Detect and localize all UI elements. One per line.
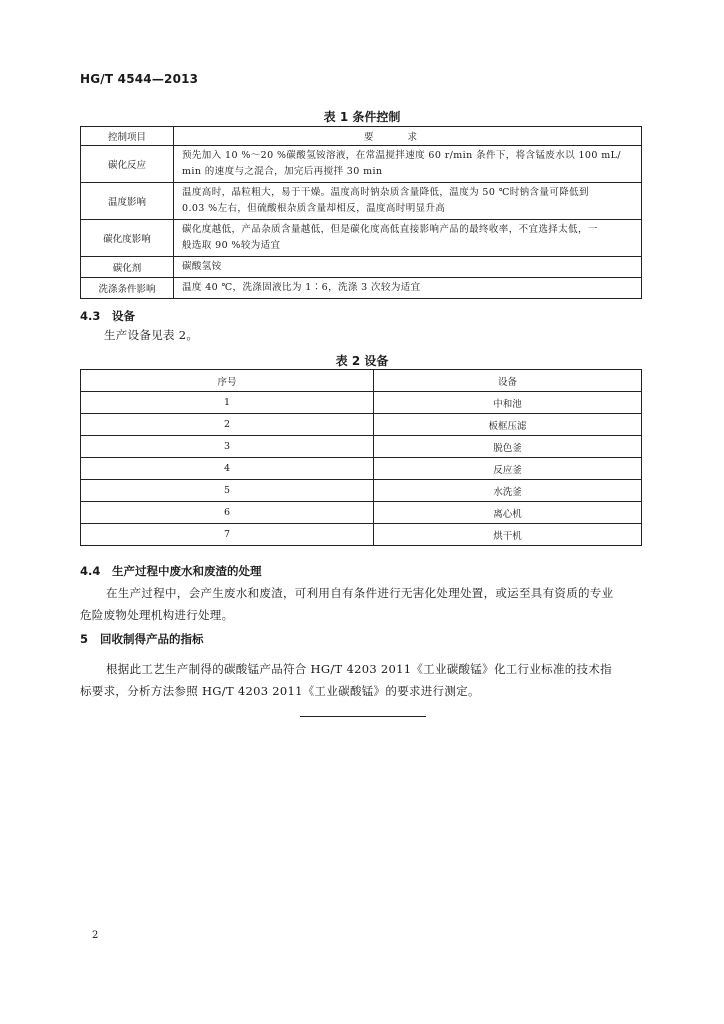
table2-caption: 表 2 设备	[335, 354, 389, 368]
section-4-3-heading	[80, 308, 135, 324]
table-cell-serial: 4	[81, 458, 374, 480]
requirement-line: 0.03 %左右，但硫酸根杂质含量却相反，温度高时明显升高	[182, 203, 446, 214]
table-row	[81, 257, 642, 278]
section-4-3-body: 生产设备见表 2。	[104, 328, 199, 342]
requirement-line: 温度 40 ℃，洗涤固液比为 1∶6，洗涤 3 次较为适宜	[182, 282, 421, 293]
table-cell-item: 碳化度影响	[81, 220, 174, 257]
table-cell-item: 温度影响	[81, 183, 174, 220]
table-header-item: 控制项目	[81, 127, 174, 146]
section-number: 4.3	[80, 309, 101, 323]
table-header-serial: 序号	[81, 370, 374, 392]
requirement-line: 般选取 90 %较为适宜	[182, 240, 281, 251]
section-4-4-body-line1: 在生产过程中，会产生废水和废渣，可利用自有条件进行无害化处理处置，或运至具有资质的专业	[106, 586, 614, 600]
standard-code-header: HG/T 4544—2013	[80, 72, 199, 86]
table-cell-serial: 5	[81, 480, 374, 502]
table-cell-equipment: 脱色釜	[374, 436, 642, 458]
table-cell-serial: 1	[81, 392, 374, 414]
end-rule	[300, 716, 426, 717]
requirement-line: 碳化度越低，产品杂质含量越低，但是碳化度高低直接影响产品的最终收率，不宜选择太低，一	[182, 224, 598, 235]
section-4-4-body-line2: 危险废物处理机构进行处理。	[80, 608, 234, 622]
table-cell-requirement	[174, 183, 642, 220]
table-cell-equipment: 离心机	[374, 502, 642, 524]
section-number: 4.4	[80, 564, 101, 578]
section-number: 5	[80, 632, 89, 646]
section-title: 设备	[112, 309, 135, 323]
table-cell-serial: 3	[81, 436, 374, 458]
table-cell-requirement	[174, 220, 642, 257]
requirement-line: min 的速度与之混合，加完后再搅拌 30 min	[182, 166, 383, 177]
table-cell-requirement	[174, 146, 642, 183]
page-number: 2	[92, 930, 99, 941]
table-row	[81, 436, 642, 458]
table-row	[81, 458, 642, 480]
table-row	[81, 392, 642, 414]
section-4-4-heading	[80, 563, 262, 579]
table-row	[81, 183, 642, 220]
table-cell-serial: 2	[81, 414, 374, 436]
table-equipment	[80, 369, 642, 546]
table-cell-requirement	[174, 278, 642, 299]
table-cell-equipment: 反应釜	[374, 458, 642, 480]
table-row	[81, 414, 642, 436]
section-5-body-line2: 标要求，分析方法参照 HG/T 4203 2011《工业碳酸锰》的要求进行测定。	[80, 684, 480, 698]
table-row	[81, 502, 642, 524]
table-row	[81, 220, 642, 257]
table-cell-equipment: 水洗釜	[374, 480, 642, 502]
table-cell-serial: 7	[81, 524, 374, 546]
section-title: 生产过程中废水和废渣的处理	[112, 564, 262, 578]
table-header-equipment: 设备	[374, 370, 642, 392]
table-cell-item: 碳化剂	[81, 257, 174, 278]
requirement-line: 温度高时，晶粒粗大，易于干燥。温度高时钠杂质含量降低，温度为 50 ℃时钠含量可降低到	[182, 187, 589, 198]
table-cell-item: 碳化反应	[81, 146, 174, 183]
table-row	[81, 146, 642, 183]
section-5-body-line1: 根据此工艺生产制得的碳酸锰产品符合 HG/T 4203 2011《工业碳酸锰》化工行业标准的技术指	[106, 662, 612, 676]
table-header-requirement: 要求	[174, 127, 642, 146]
table-cell-equipment: 中和池	[374, 392, 642, 414]
table-cell-requirement	[174, 257, 642, 278]
table-cell-equipment: 板框压滤	[374, 414, 642, 436]
table-row	[81, 480, 642, 502]
section-title: 回收制得产品的指标	[100, 632, 204, 646]
table-row	[81, 278, 642, 299]
table-header-row	[81, 370, 642, 392]
table-header-row	[81, 127, 642, 146]
requirement-line: 碳酸氢铵	[182, 261, 222, 272]
requirement-line: 预先加入 10 %～20 %碳酸氢铵溶液，在常温搅拌速度 60 r/min 条件下，将含锰废水以 100 mL/	[182, 150, 621, 161]
table-condition-control	[80, 126, 642, 299]
table-cell-serial: 6	[81, 502, 374, 524]
table1-caption: 表 1 条件控制	[323, 110, 401, 124]
table-row	[81, 524, 642, 546]
section-5-heading	[80, 631, 204, 647]
table-cell-item: 洗涤条件影响	[81, 278, 174, 299]
table-cell-equipment: 烘干机	[374, 524, 642, 546]
